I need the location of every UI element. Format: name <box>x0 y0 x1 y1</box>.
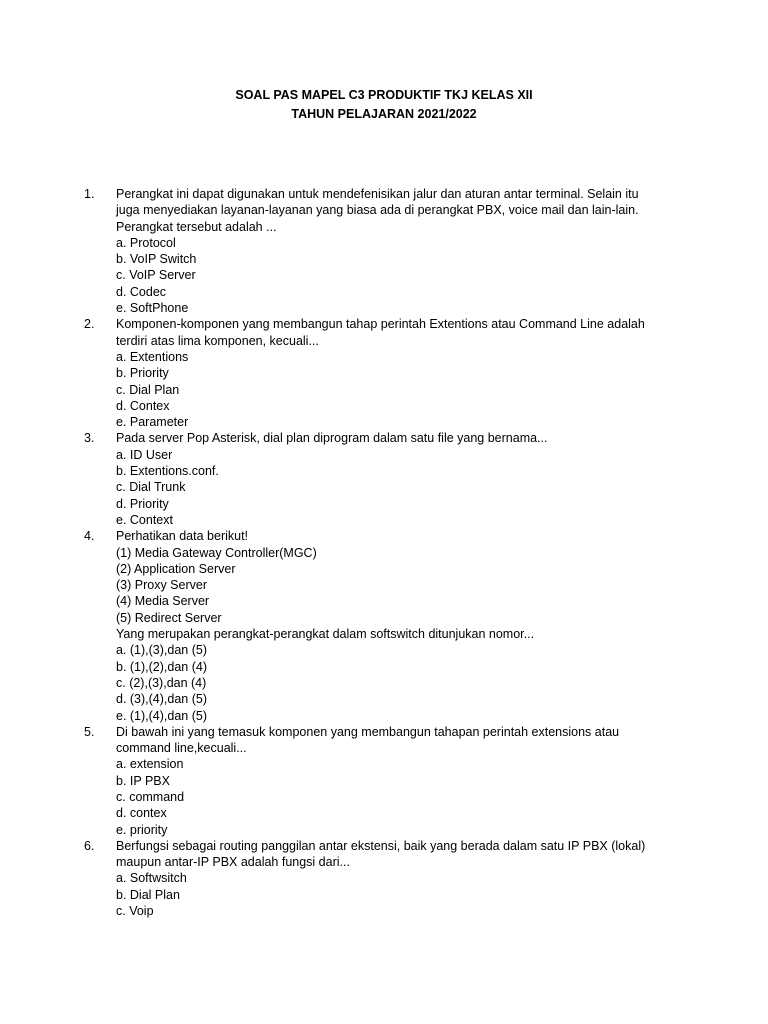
answer-option: e. (1),(4),dan (5) <box>116 708 208 723</box>
question-text-line: Perangkat tersebut adalah ... <box>116 219 277 234</box>
question-text-line: (3) Proxy Server <box>116 578 207 593</box>
answer-option: b. VoIP Switch <box>116 252 197 267</box>
question-text-line: (4) Media Server <box>116 594 210 609</box>
answer-option: c. Dial Plan <box>116 382 180 397</box>
question-text-line: Komponen-komponen yang membangun tahap perintah Extentions atau Command Line adalah <box>116 317 645 332</box>
question-3 <box>84 430 694 528</box>
answer-option: a. ID User <box>116 447 173 462</box>
question-text-line: Perhatikan data berikut! <box>116 529 249 544</box>
question-number: 5. <box>84 724 95 739</box>
question-5 <box>84 724 694 838</box>
document-title: SOAL PAS MAPEL C3 PRODUKTIF TKJ KELAS XII <box>235 88 533 102</box>
answer-option: d. (3),(4),dan (5) <box>116 692 208 707</box>
answer-option: e. Parameter <box>116 415 189 430</box>
document-subtitle: TAHUN PELAJARAN 2021/2022 <box>291 107 477 121</box>
answer-option: c. Voip <box>116 904 154 919</box>
answer-option: e. priority <box>116 822 168 837</box>
question-2 <box>84 316 694 430</box>
question-text-line: (2) Application Server <box>116 561 236 576</box>
answer-option: b. Priority <box>116 366 169 381</box>
question-list <box>84 186 694 919</box>
answer-option: c. (2),(3),dan (4) <box>116 675 207 690</box>
question-1 <box>84 186 694 316</box>
answer-option: c. command <box>116 789 185 804</box>
answer-option: d. Codec <box>116 284 167 299</box>
question-text-line: Yang merupakan perangkat-perangkat dalam softswitch ditunjukan nomor... <box>116 627 535 642</box>
question-number: 3. <box>84 431 95 446</box>
answer-option: d. contex <box>116 806 167 821</box>
question-number: 6. <box>84 838 95 853</box>
question-text-line: Perangkat ini dapat digunakan untuk mendefenisikan jalur dan aturan antar terminal. Selain itu <box>116 187 639 201</box>
answer-option: b. Dial Plan <box>116 887 180 902</box>
answer-option: b. Extentions.conf. <box>116 464 219 479</box>
question-4 <box>84 528 694 724</box>
question-text-line: maupun antar-IP PBX adalah fungsi dari... <box>116 855 350 870</box>
answer-option: a. extension <box>116 757 184 772</box>
question-text-line: juga menyediakan layanan-layanan yang biasa ada di perangkat PBX, voice mail dan lain-lain. <box>116 203 639 218</box>
answer-option: d. Contex <box>116 398 170 413</box>
answer-option: d. Priority <box>116 496 169 511</box>
question-6 <box>84 838 694 919</box>
question-text-line: (1) Media Gateway Controller(MGC) <box>116 545 317 560</box>
question-text-line: Berfungsi sebagai routing panggilan antar ekstensi, baik yang berada dalam satu IP PBX (lokal) <box>116 838 646 853</box>
answer-option: b. (1),(2),dan (4) <box>116 659 208 674</box>
answer-option: c. VoIP Server <box>116 268 196 283</box>
question-number: 2. <box>84 317 95 332</box>
question-text-line: Di bawah ini yang temasuk komponen yang membangun tahapan perintah extensions atau <box>116 724 620 739</box>
answer-option: c. Dial Trunk <box>116 480 186 495</box>
question-text-line: command line,kecuali... <box>116 741 247 756</box>
answer-option: e. Context <box>116 512 173 527</box>
answer-option: e. SoftPhone <box>116 301 189 316</box>
question-number: 4. <box>84 529 95 544</box>
question-text-line: terdiri atas lima komponen, kecuali... <box>116 333 319 348</box>
answer-option: a. Extentions <box>116 349 189 364</box>
answer-option: a. Softwsitch <box>116 871 187 886</box>
question-text-line: (5) Redirect Server <box>116 610 222 625</box>
question-number: 1. <box>84 187 95 201</box>
answer-option: a. (1),(3),dan (5) <box>116 643 208 658</box>
question-text-line: Pada server Pop Asterisk, dial plan diprogram dalam satu file yang bernama... <box>116 431 548 446</box>
answer-option: b. IP PBX <box>116 773 170 788</box>
answer-option: a. Protocol <box>116 235 176 250</box>
